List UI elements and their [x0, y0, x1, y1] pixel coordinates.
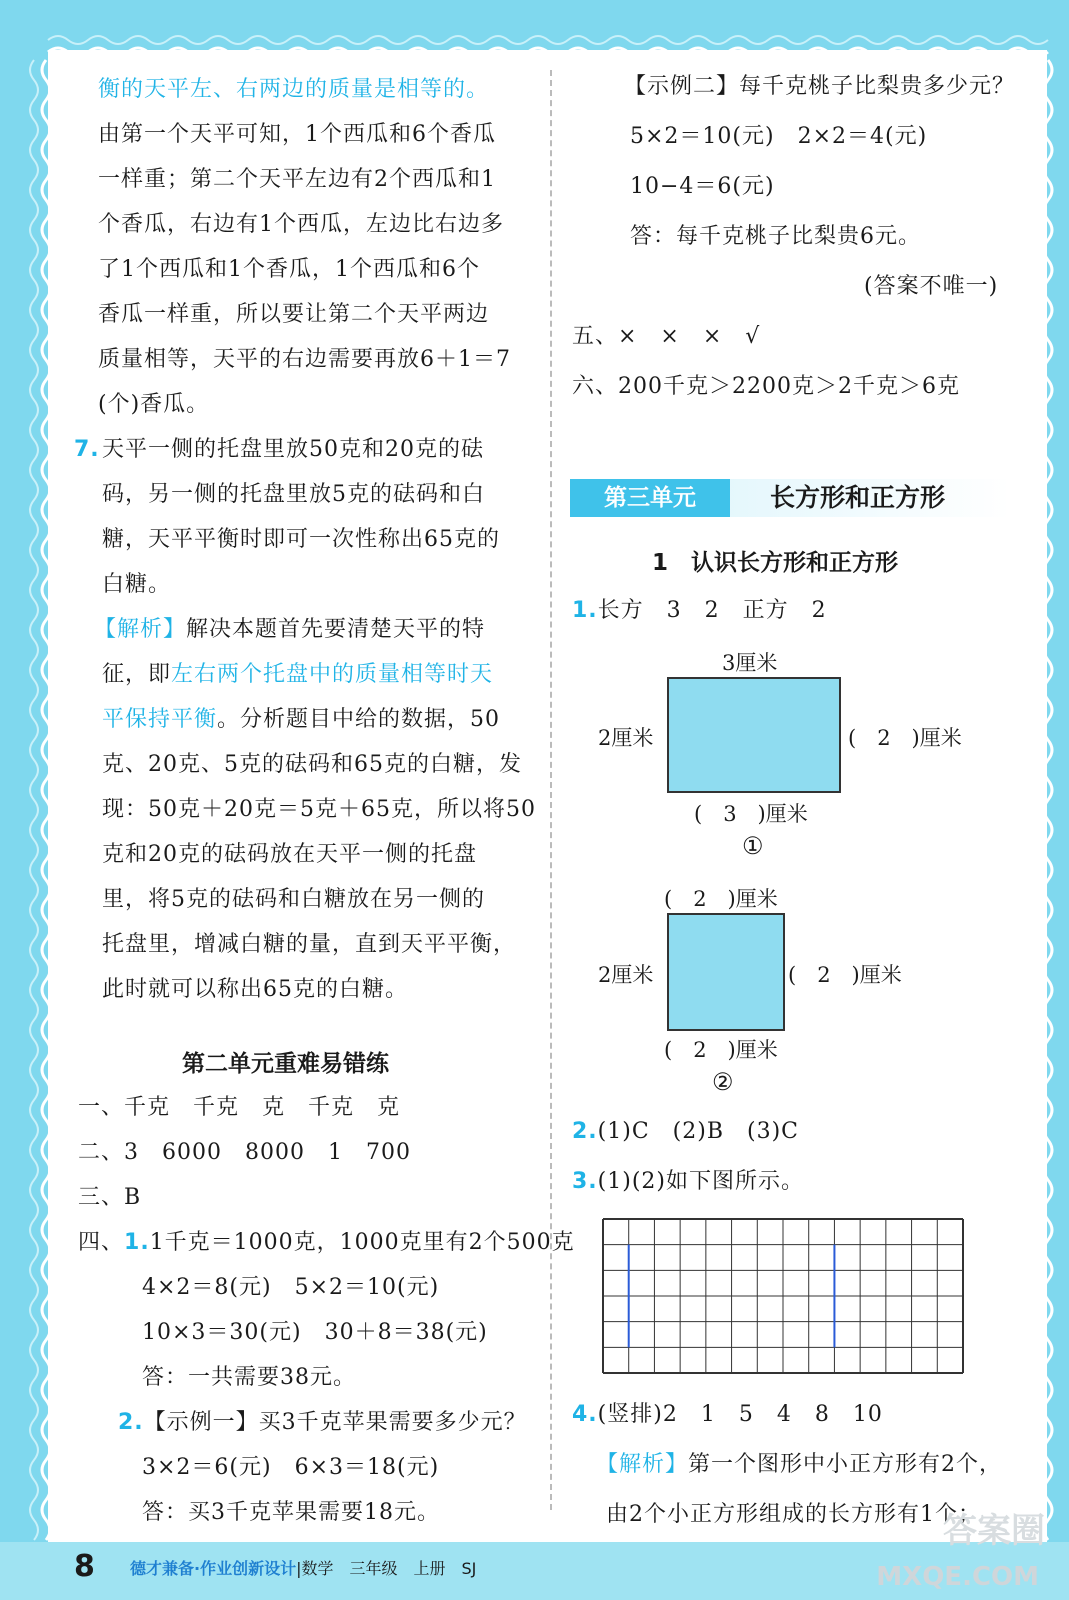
fig1-left-label: 2厘米 — [598, 726, 654, 750]
answer-4-1-line-1: 1千克＝1000克，1000克里有2个500克 — [149, 1230, 575, 1255]
footer-book-info: |数学 三年级 上册 SJ — [296, 1559, 477, 1578]
example-1-line-1: 3×2＝6(元) 6×3＝18(元) — [142, 1455, 440, 1480]
analysis-text-3b: 。分析题目中给的数据，50 — [217, 707, 501, 732]
answer-4-1-line-3: 10×3＝30(元) 30＋8＝38(元) — [142, 1320, 488, 1345]
fig1-right-label: ( 2 )厘米 — [848, 726, 962, 750]
q7-analysis-line-4: 克、20克、5克的砝码和65克的白糖，发 — [102, 752, 522, 777]
analysis-text-3a: 平保持平衡 — [102, 707, 218, 732]
q4-analysis-line-2: 由2个小正方形组成的长方形有1个； — [606, 1502, 981, 1527]
fig2-right-label: ( 2 )厘米 — [788, 963, 902, 987]
q7-line-1: 天平一侧的托盘里放50克和20克的砝 — [102, 437, 484, 462]
unit2-answer-1: 一、千克 千克 克 千克 克 — [78, 1095, 401, 1120]
left-line-8: (个)香瓜。 — [98, 392, 210, 417]
left-line-1: 衡的天平左、右两边的质量是相等的。 — [98, 77, 490, 102]
unit2-answer-4-row — [78, 1228, 575, 1258]
q7-analysis-line-3 — [102, 705, 500, 735]
unit3-title: 长方形和正方形 — [770, 483, 946, 512]
q7-analysis-line-6: 克和20克的砝码放在天平一侧的托盘 — [102, 842, 477, 867]
example-2-line-2: 10−4＝6(元) — [630, 174, 775, 199]
q4-analysis-text-1: 第一个图形中小正方形有2个， — [688, 1452, 1003, 1477]
fig2-index-label: ② — [712, 1068, 734, 1096]
footer-info — [130, 1556, 476, 1579]
q4-number: 4. — [572, 1402, 598, 1427]
left-line-2: 由第一个天平可知，1个西瓜和6个香瓜 — [98, 122, 496, 147]
unit2-section-title: 第二单元重难易错练 — [182, 1051, 389, 1077]
analysis-text-2b: 左右两个托盘中的质量相等时天 — [171, 662, 494, 687]
example-2-title: 【示例二】每千克桃子比梨贵多少元？ — [624, 74, 1016, 99]
q2-number: 2. — [572, 1119, 598, 1144]
fig1-top-label: 3厘米 — [722, 651, 778, 675]
unit3-tag: 第三单元 — [570, 479, 730, 517]
q4-row — [572, 1400, 883, 1430]
example-1-title: 【示例一】买3千克苹果需要多少元？ — [143, 1410, 527, 1435]
q3-row — [572, 1167, 804, 1197]
fig1-rectangle — [667, 677, 841, 793]
left-line-6: 香瓜一样重，所以要让第二个天平两边 — [98, 302, 490, 327]
analysis-tag: 【解析】 — [94, 617, 187, 642]
watermark-logo: 答案圈 — [943, 1511, 1045, 1551]
q7-line-2: 码，另一侧的托盘里放5克的砝码和白 — [102, 482, 485, 507]
page-number: 8 — [74, 1549, 95, 1584]
fig2-top-label: ( 2 )厘米 — [664, 887, 778, 911]
unit2-answer-2: 二、3 6000 8000 1 700 — [78, 1140, 411, 1165]
q7-analysis-line-5: 现：50克＋20克＝5克＋65克，所以将50 — [102, 797, 536, 822]
q7-analysis-line-1 — [94, 615, 485, 645]
example-2-line-1: 5×2＝10(元) 2×2＝4(元) — [630, 124, 928, 149]
q2-row — [572, 1117, 799, 1147]
left-line-7: 质量相等，天平的右边需要再放6＋1＝7 — [98, 347, 511, 372]
q4-analysis-tag: 【解析】 — [596, 1452, 689, 1477]
fig2-left-label: 2厘米 — [598, 963, 654, 987]
q7-line-4: 白糖。 — [102, 572, 172, 597]
q3-answer: (1)(2)如下图所示。 — [597, 1169, 804, 1194]
example-1-line-2: 答：买3千克苹果需要18元。 — [142, 1500, 440, 1525]
q7-number: 7. — [74, 437, 100, 462]
q1-answer: 长方 3 2 正方 2 — [597, 598, 827, 623]
left-line-5: 了1个西瓜和1个香瓜，1个西瓜和6个 — [98, 257, 480, 282]
answer-4-1-line-4: 答：一共需要38元。 — [142, 1365, 356, 1390]
q4-answer: (竖排)2 1 5 4 8 10 — [597, 1402, 883, 1427]
q4-analysis-line-1 — [596, 1450, 1002, 1480]
left-line-3: 一样重；第二个天平左边有2个西瓜和1 — [98, 167, 496, 192]
q1-number: 1. — [572, 598, 598, 623]
answer-4-1-line-2: 4×2＝8(元) 5×2＝10(元) — [142, 1275, 440, 1300]
unit2-answer-5: 五、× × × √ — [572, 324, 761, 349]
fig2-bottom-label: ( 2 )厘米 — [664, 1038, 778, 1062]
answer-4-1-number: 1. — [124, 1230, 150, 1255]
q7-analysis-line-8: 托盘里，增减白糖的量，直到天平平衡， — [102, 932, 517, 957]
q7-line-3: 糖，天平平衡时即可一次性称出65克的 — [102, 527, 500, 552]
q3-number: 3. — [572, 1169, 598, 1194]
left-line-4: 个香瓜，右边有1个西瓜，左边比右边多 — [98, 212, 504, 237]
unit2-answer-6: 六、200千克＞2200克＞2千克＞6克 — [572, 374, 960, 399]
q2-answer: (1)C (2)B (3)C — [597, 1119, 799, 1144]
analysis-text-2a: 征，即 — [102, 662, 172, 687]
watermark-url: MXQE.COM — [876, 1562, 1039, 1592]
footer-brand: 德才兼备·作业创新设计 — [130, 1559, 297, 1578]
unit2-answer-3: 三、B — [78, 1185, 142, 1210]
column-divider — [550, 70, 552, 1510]
fig2-square — [667, 913, 785, 1031]
fig1-bottom-label: ( 3 )厘米 — [694, 802, 808, 826]
answer-4-prefix: 四、 — [78, 1230, 125, 1255]
q3-grid-figure — [602, 1218, 964, 1374]
fig1-index-label: ① — [742, 832, 764, 860]
q7-analysis-line-2 — [102, 660, 493, 690]
answer-4-2-number: 2. — [118, 1410, 144, 1435]
lesson-1-title: 1 认识长方形和正方形 — [652, 550, 899, 576]
q1-row — [572, 596, 827, 626]
analysis-text-1: 解决本题首先要清楚天平的特 — [186, 617, 486, 642]
q7-analysis-line-7: 里，将5克的砝码和白糖放在另一侧的 — [102, 887, 485, 912]
answer-not-unique-note: (答案不唯一) — [864, 274, 999, 299]
example-2-line-3: 答：每千克桃子比梨贵6元。 — [630, 224, 921, 249]
q7-analysis-line-9: 此时就可以称出65克的白糖。 — [102, 977, 408, 1002]
answer-4-2-row — [118, 1408, 527, 1438]
